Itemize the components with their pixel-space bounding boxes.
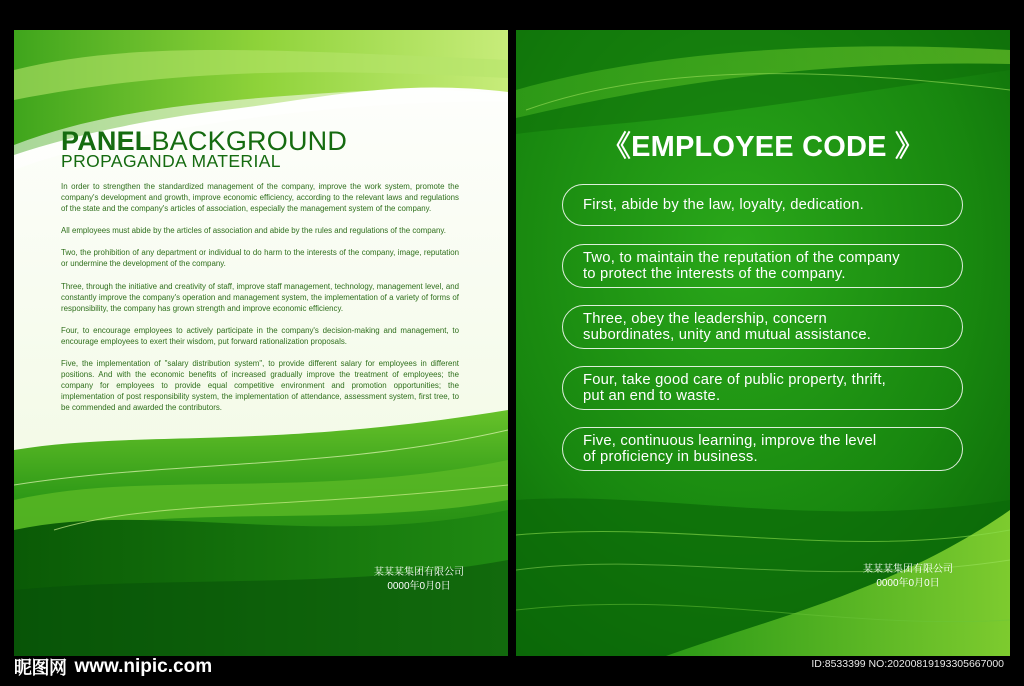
company-name: 某某某集团有限公司 [863, 564, 953, 575]
rule-line: Four, take good care of public property, thrift, [583, 372, 886, 388]
body-text [61, 181, 459, 425]
rule-item [562, 366, 963, 410]
company-info [850, 563, 966, 590]
body-paragraph: Four, to encourage employees to actively participate in the company's decision-making and management, to encourage employees to exert their wisdom, put forward rationalization proposals. [61, 325, 459, 346]
rule-item [562, 184, 963, 226]
rule-line: subordinates, unity and mutual assistance. [583, 327, 872, 343]
body-paragraph: In order to strengthen the standardized management of the company, improve the work system, promote the company's development and growth, improve economic efficiency, according to the relevant laws and regulations of the state and the company's articles of association, especially the management system of the company. [61, 182, 459, 214]
rule-line: Two, to maintain the reputation of the company [583, 250, 900, 266]
rule-item [562, 244, 963, 288]
watermark-logo-text: 昵图网 [14, 658, 67, 678]
company-name: 某某某集团有限公司 [374, 567, 464, 578]
rule-line: Three, obey the leadership, concern [583, 311, 827, 327]
rule-line: First, abide by the law, loyalty, dedication. [583, 197, 864, 213]
panel-title-bold: PANEL [61, 126, 152, 156]
panel-subtitle: PROPAGANDA MATERIAL [61, 151, 281, 171]
nipic-watermark-logo [14, 656, 212, 678]
body-paragraph: Two, the prohibition of any department or individual to do harm to the interests of the company, image, reputation or undermine the development of the company. [61, 248, 459, 269]
company-date: 0000年0月0日 [387, 580, 451, 592]
body-paragraph: Three, through the initiative and creativity of staff, improve staff management, technology, management level, and constantly improve the company's operation and management system, the implementation of a variety of forms of responsibility, the company has grown strength and improve economic efficiency. [61, 281, 459, 313]
company-date: 0000年0月0日 [876, 577, 940, 589]
employee-code-title: 《EMPLOYEE CODE 》 [601, 131, 925, 163]
left-panel [14, 30, 508, 656]
rule-line: to protect the interests of the company. [583, 266, 846, 282]
rule-line: of proficiency in business. [583, 449, 758, 465]
body-paragraph: All employees must abide by the articles of association and abide by the rules and regulations of the company. [61, 226, 446, 236]
watermark-id: ID:8533399 NO:20200819193305667000 [811, 658, 1004, 670]
rule-line: put an end to waste. [583, 388, 721, 404]
rule-line: Five, continuous learning, improve the level [583, 433, 877, 449]
company-info [364, 566, 474, 593]
right-panel [516, 30, 1010, 656]
body-paragraph: Five, the implementation of "salary distribution system", to provide different salary for employees in different positions. And with the economic benefits of increased gradually improve the treatment of employees; the company for employees to provide equal competitive environment and promotion opportunities; the implementation of post responsibility system, the implementation of attendance, assessment system, first tree, to be commended and awarded the contributors. [61, 359, 459, 413]
panel-title-regular: BACKGROUND [151, 126, 348, 156]
watermark-url: www.nipic.com [74, 656, 213, 677]
rule-item [562, 427, 963, 471]
rule-item [562, 305, 963, 349]
